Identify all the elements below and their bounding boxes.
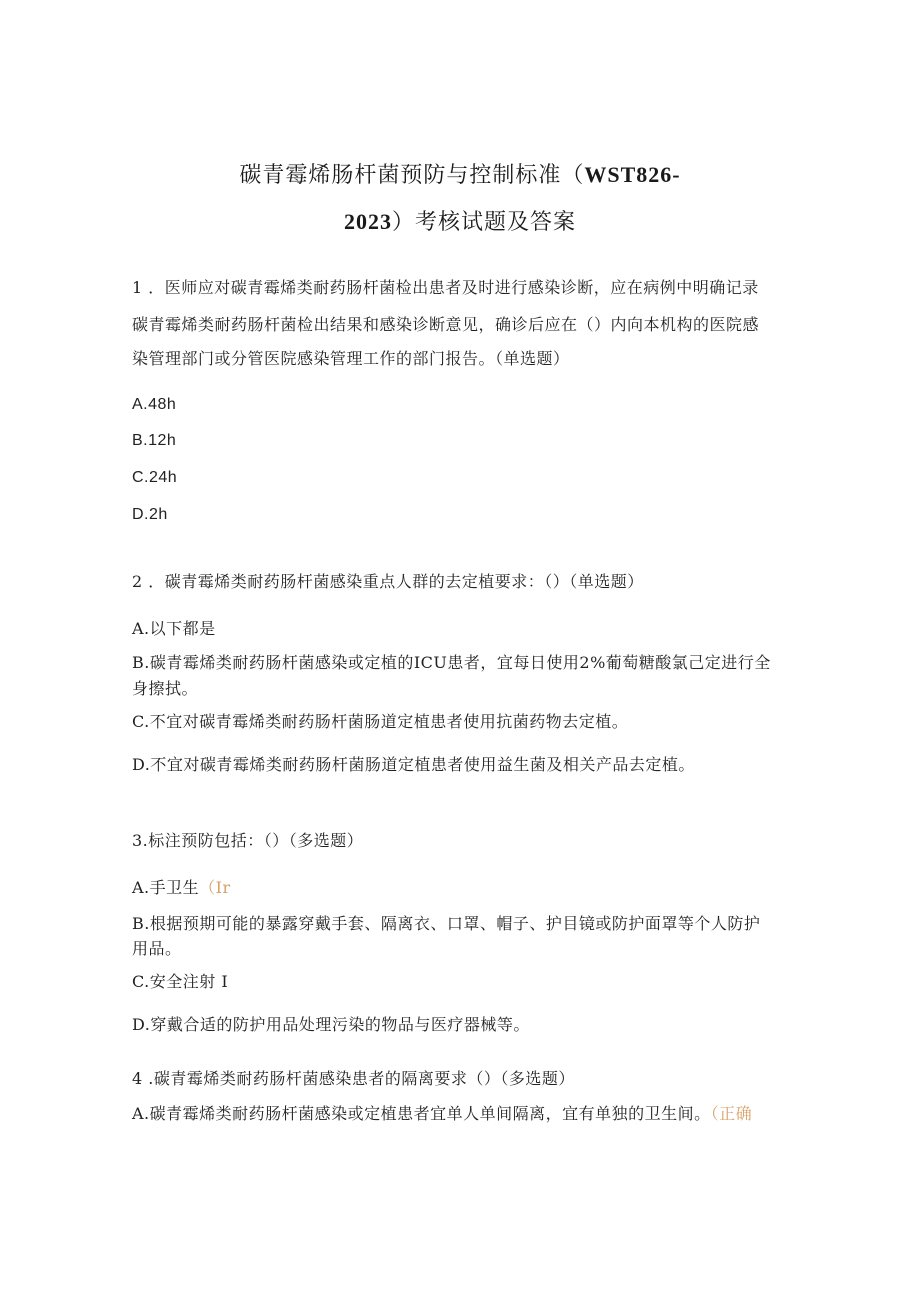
question-1-stem-line-1: 1 ．医师应对碳青霉烯类耐药肠杆菌检出患者及时进行感染诊断，应在病例中明确记录	[132, 278, 759, 297]
question-2-option-c: C.不宜对碳青霉烯类耐药肠杆菌肠道定植患者使用抗菌药物去定植。	[132, 712, 629, 731]
question-3-option-a	[132, 876, 792, 900]
question-1-option-a: A.48h	[132, 396, 177, 413]
question-1-option-d: D.2h	[132, 506, 168, 523]
question-4-stem: 4 .碳青霉烯类耐药肠杆菌感染患者的隔离要求（）（多选题）	[132, 1069, 575, 1088]
answer-mark: （Ir	[199, 878, 231, 897]
document-title-line-1	[0, 158, 920, 189]
title-code: WST826-	[584, 162, 681, 187]
title-text: 碳青霉烯肠杆菌预防与控制标准（	[239, 163, 585, 188]
option-text: A.碳青霉烯类耐药肠杆菌感染或定植患者宜单人单间隔离，宜有单独的卫生间。	[132, 1104, 711, 1123]
question-2-option-d: D.不宜对碳青霉烯类耐药肠杆菌肠道定植患者使用益生菌及相关产品去定植。	[132, 755, 695, 774]
question-2-option-b-line-2: 身擦拭。	[132, 679, 199, 698]
question-3-option-d: D.穿戴合适的防护用品处理污染的物品与医疗器械等。	[132, 1015, 530, 1034]
answer-mark: （正确	[710, 1104, 753, 1123]
document-title-line-2	[0, 205, 920, 236]
question-3-option-b-line-2: 用品。	[132, 939, 182, 958]
question-2-option-a: A.以下都是	[132, 619, 216, 638]
question-2-stem: 2 ．碳青霉烯类耐药肠杆菌感染重点人群的去定植要求：（）（单选题）	[132, 572, 644, 591]
question-2-option-b-line-1: B.碳青霉烯类耐药肠杆菌感染或定植的ICU患者，宜每日使用2%葡萄糖酸氯己定进行全	[132, 653, 771, 672]
question-1-option-c: C.24h	[132, 469, 178, 486]
option-text: A.手卫生	[132, 878, 200, 897]
question-1-stem-line-2: 碳青霉烯类耐药肠杆菌检出结果和感染诊断意见，确诊后应在（）内向本机构的医院感	[132, 315, 760, 334]
title-text: ）考核试题及答案	[391, 210, 576, 235]
title-year: 2023	[343, 209, 392, 234]
question-3-stem: 3.标注预防包括：（）（多选题）	[132, 831, 364, 850]
question-4-option-a	[132, 1102, 792, 1126]
question-3-option-c: C.安全注射 I	[132, 972, 229, 991]
question-3-option-b-line-1: B.根据预期可能的暴露穿戴手套、隔离衣、口罩、帽子、护目镜或防护面罩等个人防护	[132, 914, 761, 933]
question-1-option-b: B.12h	[132, 432, 177, 449]
question-1-stem-line-3: 染管理部门或分管医院感染管理工作的部门报告。（单选题）	[132, 349, 570, 368]
